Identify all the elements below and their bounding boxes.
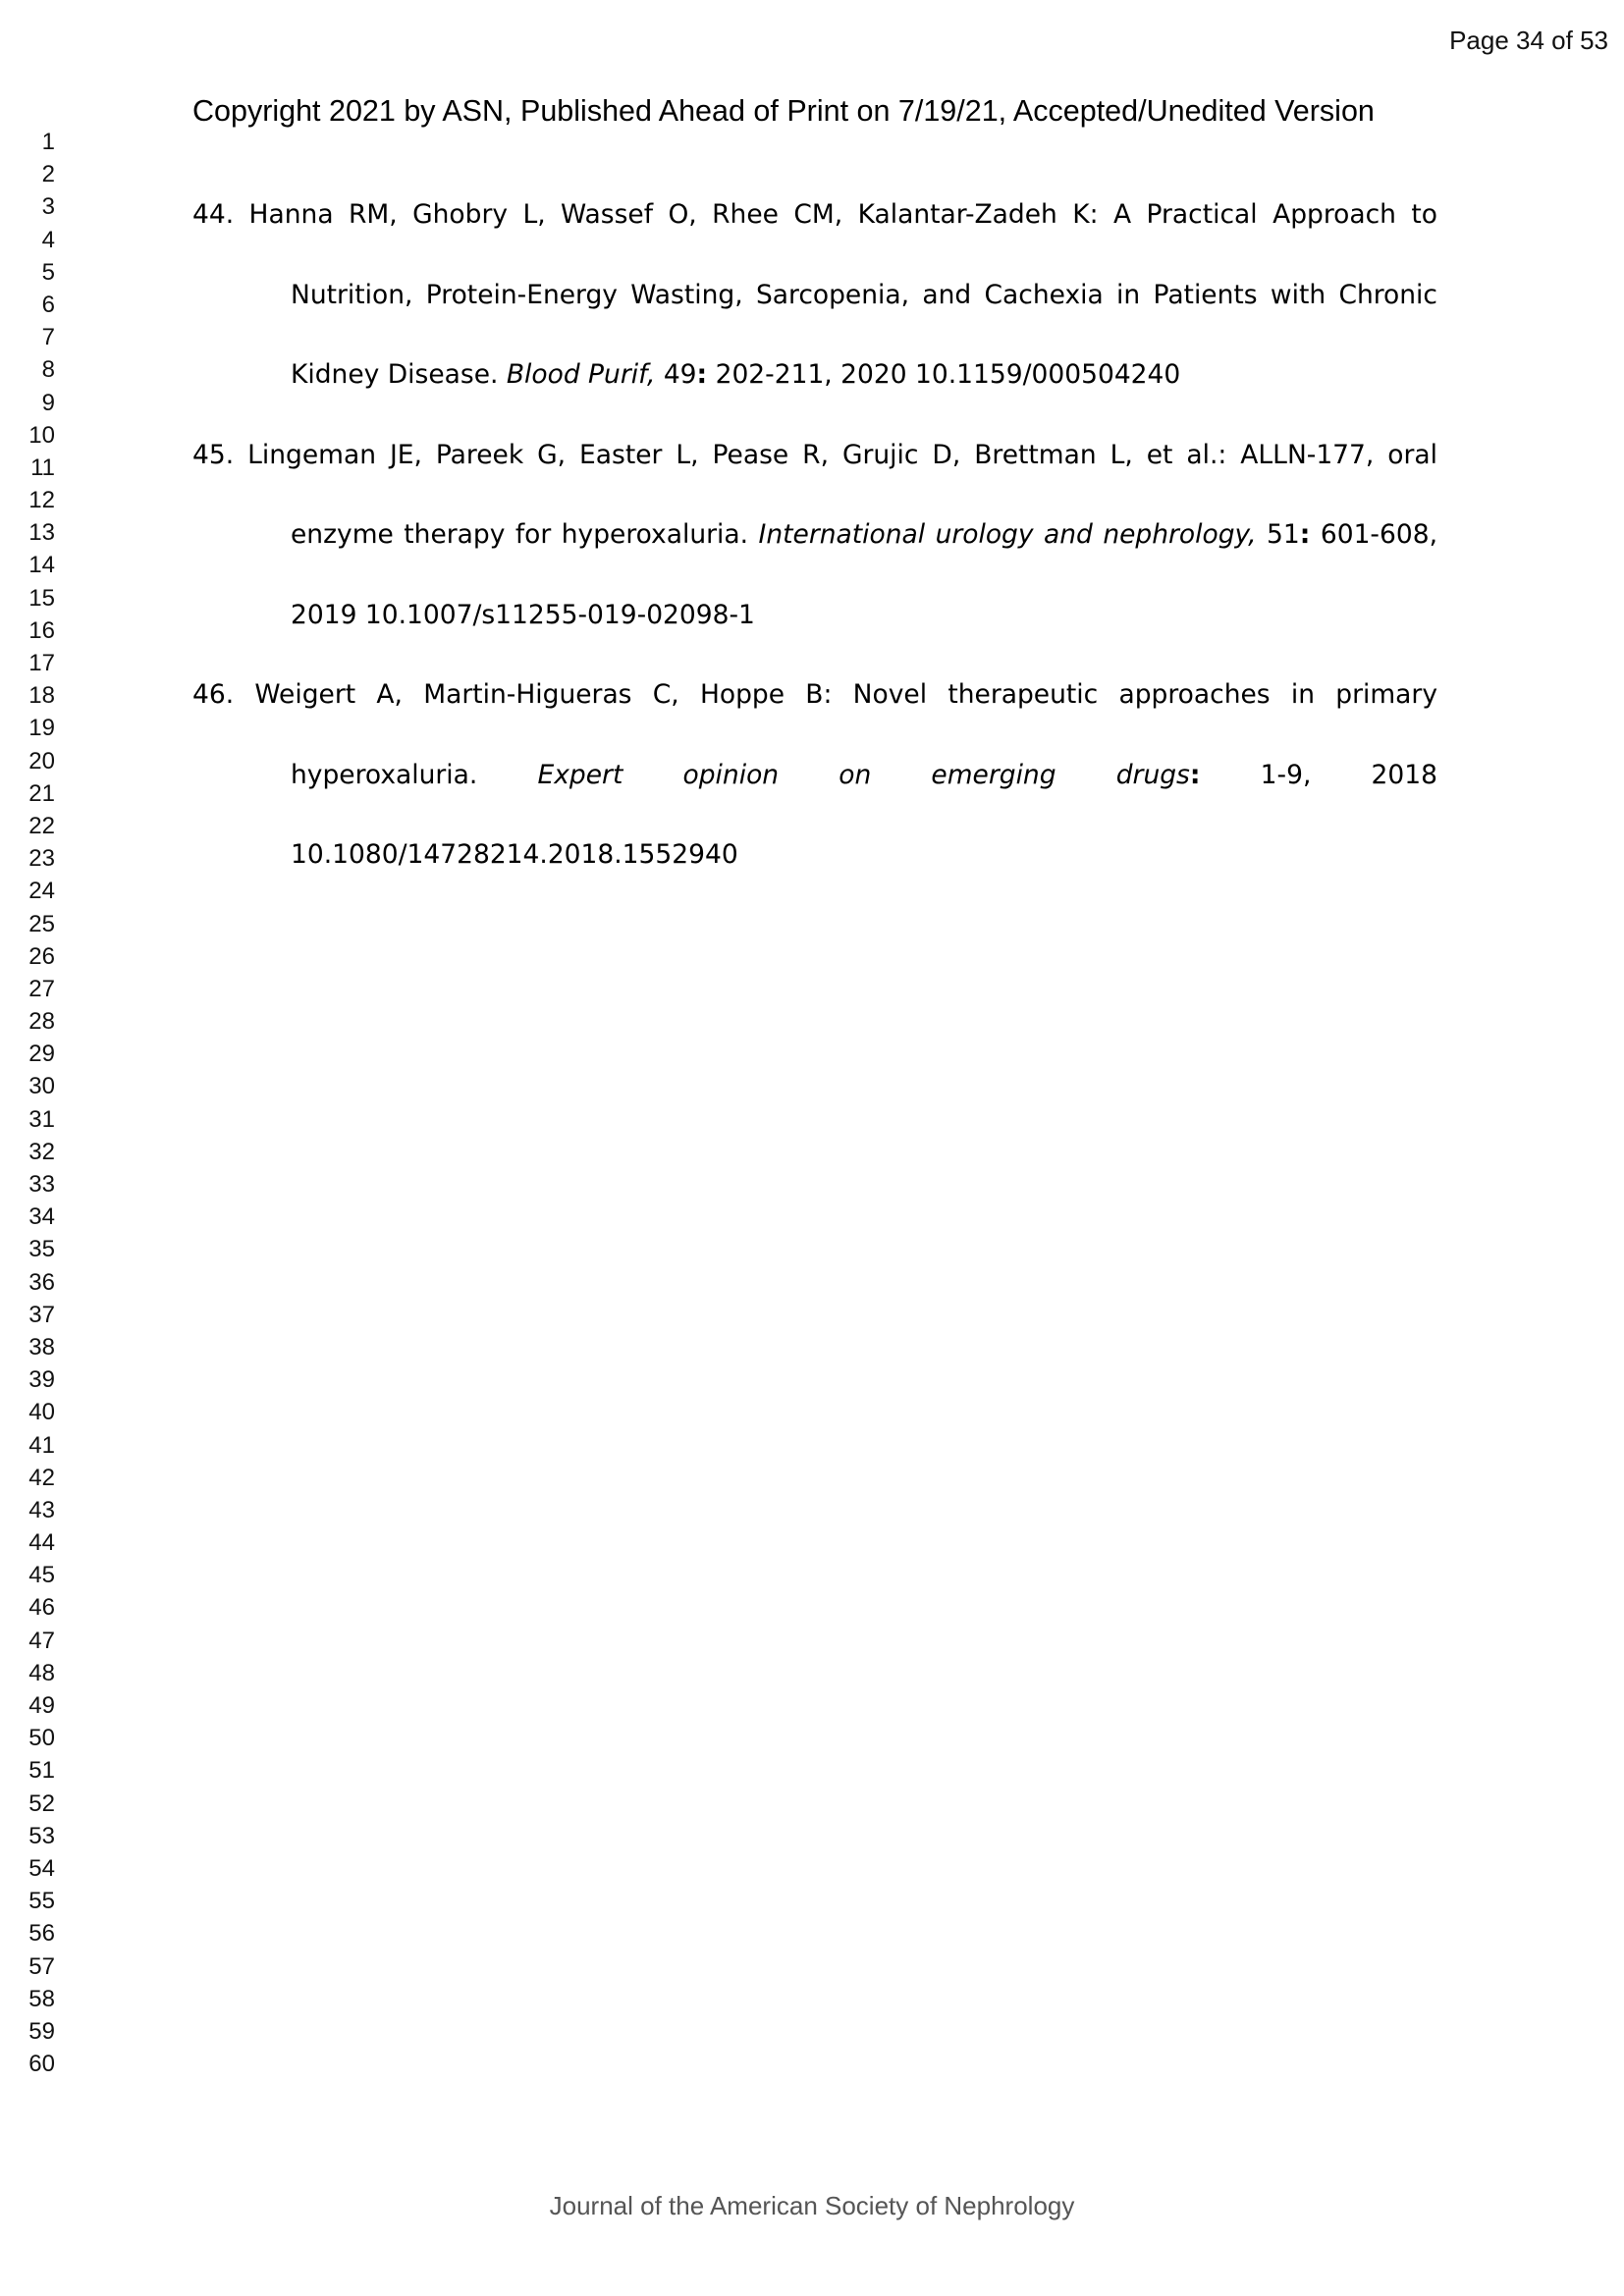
line-number: 47 (28, 1627, 55, 1654)
line-number: 33 (28, 1171, 55, 1198)
journal-footer: Journal of the American Society of Nephrology (549, 2191, 1075, 2220)
reference-line (192, 590, 1437, 670)
line-number: 9 (41, 389, 55, 416)
line-number: 30 (28, 1073, 55, 1100)
line-number: 21 (28, 779, 55, 807)
line-number: 43 (28, 1496, 55, 1523)
line-number: 4 (41, 226, 55, 253)
line-number: 20 (28, 747, 55, 774)
reference-text: hyperoxaluria. (291, 759, 538, 790)
line-number: 16 (28, 616, 55, 644)
line-number: 48 (28, 1659, 55, 1686)
reference-list (192, 189, 1437, 910)
line-number: 53 (28, 1822, 55, 1849)
reference-text: Kidney Disease. (291, 359, 507, 390)
line-number: 58 (28, 1985, 55, 2012)
line-number: 25 (28, 910, 55, 937)
line-number: 23 (28, 845, 55, 873)
copyright-notice: Copyright 2021 by ASN, Published Ahead of Print on 7/19/21, Accepted/Unedited Version (192, 94, 1375, 128)
reference-line (192, 669, 1437, 750)
reference-entry (192, 430, 1437, 670)
line-number: 1 (41, 129, 55, 155)
line-number: 49 (28, 1692, 55, 1719)
line-number: 2 (41, 161, 55, 188)
line-number: 32 (28, 1138, 55, 1165)
line-number: 40 (28, 1399, 55, 1426)
reference-text: : (1299, 519, 1311, 550)
line-number: 17 (28, 650, 55, 676)
line-number: 51 (28, 1757, 55, 1785)
line-number: 11 (30, 454, 55, 481)
line-number: 26 (28, 942, 55, 970)
line-number: 46 (28, 1594, 55, 1622)
reference-text: 46. Weigert A, Martin-Higueras C, Hoppe B: Novel therapeutic approaches in primary (192, 679, 1437, 710)
line-number: 15 (28, 584, 55, 612)
line-number: 34 (28, 1203, 55, 1231)
reference-text: 1-9, 2018 (1200, 759, 1437, 790)
reference-text: 51 (1256, 519, 1300, 550)
line-number: 19 (28, 715, 55, 742)
line-number: 3 (41, 193, 55, 221)
reference-text: 45. Lingeman JE, Pareek G, Easter L, Pease R, Grujic D, Brettman L, et al.: ALLN-177, oral (192, 439, 1437, 470)
line-number: 35 (28, 1236, 55, 1263)
line-number: 8 (41, 356, 55, 384)
line-number: 39 (28, 1366, 55, 1394)
reference-text: 2019 10.1007/s11255-019-02098-1 (291, 599, 755, 630)
journal-title: Expert opinion on emerging drugs (537, 759, 1190, 790)
line-number: 59 (28, 2017, 55, 2045)
reference-entry (192, 669, 1437, 910)
line-number: 7 (41, 324, 55, 351)
line-number: 6 (41, 291, 55, 318)
line-number: 56 (28, 1920, 55, 1948)
reference-line (192, 189, 1437, 270)
line-number: 45 (28, 1562, 55, 1589)
line-number: 12 (28, 487, 55, 514)
line-number: 29 (28, 1041, 55, 1068)
line-number: 38 (28, 1333, 55, 1361)
line-number: 13 (28, 519, 55, 547)
line-number: 50 (28, 1725, 55, 1752)
line-number: 54 (28, 1854, 55, 1882)
reference-line (192, 750, 1437, 830)
line-number: 57 (28, 1952, 55, 1980)
reference-entry (192, 189, 1437, 430)
reference-text: : (696, 359, 708, 390)
line-number: 31 (28, 1105, 55, 1133)
journal-title: International urology and nephrology, (758, 519, 1257, 550)
line-number: 41 (28, 1431, 55, 1459)
line-number: 18 (28, 682, 55, 710)
line-number: 27 (28, 975, 55, 1002)
reference-text: 49 (655, 359, 697, 390)
reference-text: 10.1080/14728214.2018.1552940 (291, 839, 738, 870)
reference-text: 44. Hanna RM, Ghobry L, Wassef O, Rhee CM, Kalantar-Zadeh K: A Practical Approach to (192, 199, 1437, 230)
line-number: 10 (28, 421, 55, 449)
reference-text: enzyme therapy for hyperoxaluria. (291, 519, 759, 550)
line-number: 24 (28, 878, 55, 905)
line-number: 60 (28, 2051, 55, 2078)
line-number: 42 (28, 1464, 55, 1491)
reference-line (192, 270, 1437, 350)
line-number: 14 (28, 552, 55, 579)
reference-text: 202-211, 2020 10.1159/000504240 (707, 359, 1181, 390)
line-number: 55 (28, 1888, 55, 1915)
line-number-gutter (0, 126, 55, 2080)
line-number: 36 (28, 1268, 55, 1296)
line-number: 22 (28, 812, 55, 839)
line-number: 37 (28, 1301, 55, 1328)
page-number: Page 34 of 53 (1449, 26, 1608, 55)
reference-text: : (1189, 759, 1201, 790)
reference-line (192, 430, 1437, 510)
line-number: 44 (28, 1529, 55, 1557)
reference-text: 601-608, (1310, 519, 1437, 550)
journal-title: Blood Purif, (506, 359, 656, 390)
line-number: 28 (28, 1008, 55, 1036)
reference-line (192, 829, 1437, 910)
reference-line (192, 509, 1437, 590)
line-number: 52 (28, 1789, 55, 1817)
reference-text: Nutrition, Protein-Energy Wasting, Sarcopenia, and Cachexia in Patients with Chronic (291, 279, 1437, 310)
reference-line (192, 349, 1437, 430)
line-number: 5 (41, 258, 55, 286)
